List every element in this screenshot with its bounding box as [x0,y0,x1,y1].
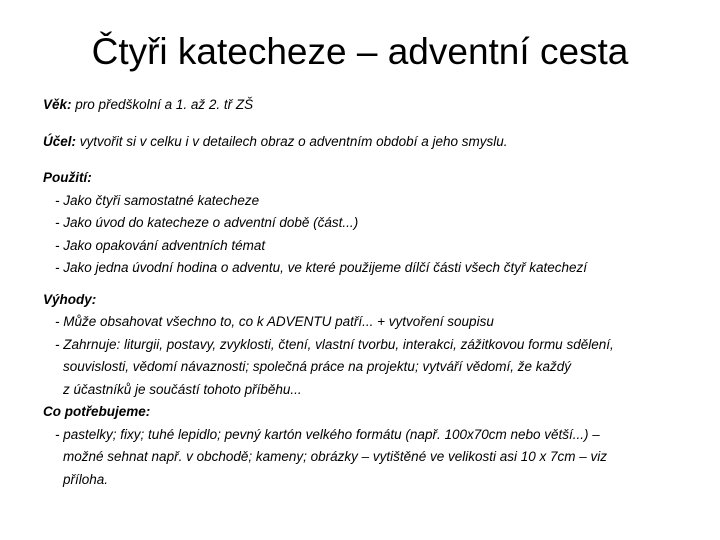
usage-item: - Jako jedna úvodní hodina o adventu, ve které použijeme dílčí části všech čtyř katechezí [55,260,588,275]
needs-item: - pastelky; fixy; tuhé lepidlo; pevný kartón velkého formátu (např. 100x70cm nebo větší...) – [55,426,600,442]
needs-item-continuation: možné sehnat např. v obchodě; kameny; obrázky – vytištěné ve velikosti asi 10 x 7cm – viz [63,449,608,464]
usage-item: - Jako čtyři samostatné katecheze [55,192,260,208]
advantages-item-continuation: souvislosti, vědomí návaznosti; společná práce na projektu; vytváří vědomí, že každý [63,359,571,374]
needs-item-continuation: příloha. [63,471,109,487]
slide-title: Čtyři katecheze – adventní cesta [91,31,629,72]
slide-body [43,94,683,491]
purpose-text: vytvořit si v celku i v detailech obraz o adventním období a jeho smyslu. [76,133,508,149]
usage-heading [43,167,683,190]
advantages-label: Výhody: [43,291,97,307]
usage-item: - Jako úvod do katecheze o adventní době (část...) [55,215,359,230]
advantages-item: - Může obsahovat všechno to, co k ADVENTU patří... + vytvoření soupisu [55,314,494,329]
usage-label: Použití: [43,170,92,185]
advantages-item-continuation: z účastníků je součástí tohoto příběhu... [63,381,302,397]
purpose-label: Účel: [43,133,77,149]
age-line [43,94,683,117]
purpose-line [43,131,683,154]
usage-item: - Jako opakování adventních témat [55,237,266,253]
age-label: Věk: [43,97,72,112]
needs-heading [43,401,683,424]
advantages-item: - Zahrnuje: liturgii, postavy, zvyklosti, čtení, vlastní tvorbu, interakci, zážitkovou formu sdělení, [55,336,614,352]
advantages-heading [43,289,683,312]
age-text: pro předškolní a 1. až 2. tř ZŠ [71,97,254,112]
needs-label: Co potřebujeme: [43,404,151,419]
